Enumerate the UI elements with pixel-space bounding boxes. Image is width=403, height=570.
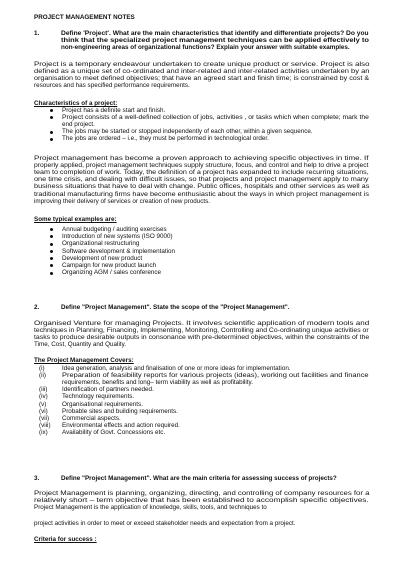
question-number: 3. — [34, 475, 40, 482]
roman-numeral: (ix) — [39, 428, 48, 436]
paragraph-line: Project Management is planning, organizing, directing, and controlling of company resources for a — [34, 490, 370, 497]
section-heading: Characteristics of a project: — [34, 100, 118, 107]
example-item: Organizational restructuring — [62, 240, 140, 248]
roman-numeral: (ii) — [39, 372, 46, 380]
bullet-dot — [50, 257, 53, 260]
section-heading: Some typical examples are: — [34, 216, 117, 223]
paragraph-line: organisation to meet defined objectives; that have an agreed start and finish time; is constrained by cost & — [34, 75, 370, 83]
bullet-dot — [50, 228, 53, 231]
paragraph-line: project activities in order to meet or exceed stakeholder needs and expectation from a project. — [34, 520, 296, 527]
roman-numeral: (i) — [39, 365, 45, 372]
list-item: Availability of Govt. Concessions etc. — [62, 428, 166, 436]
paragraph-line: improving their delivery of services or creation of new products. — [34, 197, 211, 205]
paragraph-line: Project Management is the application of knowledge, skills, tools, and techniques to — [34, 504, 267, 512]
example-item: Annual budgeting / auditing exercises — [62, 226, 167, 233]
list-item: Technology requirements. — [62, 393, 135, 401]
example-item: Development of new product — [62, 254, 143, 262]
list-item: Probable sites and building requirements. — [62, 407, 178, 415]
bullet-item: The jobs are ordered – i.e., they must be performed in technological order. — [62, 135, 269, 143]
bullet-dot — [50, 264, 53, 267]
bullet-dot — [50, 235, 53, 238]
bullet-item: The jobs may be started or stopped independently of each other, within a given sequence. — [62, 128, 313, 136]
paragraph-line: relatively short – term objective that has been established to accomplish specific objectives. — [34, 497, 369, 505]
example-item: Introduction of new systems (ISO 9000) — [62, 233, 173, 241]
paragraph-line: Project is a temporary endeavour undertaken to create unique product or service. Project is also — [34, 61, 370, 68]
example-item: Organizing AGM / sales conference — [62, 269, 162, 277]
paragraph-line: traditional manufacturing firms have become enthusiastic about the ways in which project management is — [34, 190, 369, 198]
list-item: Organisational requirements. — [62, 400, 143, 408]
roman-numeral: (iii) — [39, 386, 48, 394]
bullet-dot — [50, 138, 53, 141]
bullet-item: Project consists of a well-defined collection of jobs, activities , or tasks which when complete; mark the — [62, 114, 369, 122]
example-item: Software development & implementation — [62, 247, 176, 255]
question-text: Define "Project Management". State the scope of the "Project Management". — [61, 304, 290, 311]
roman-numeral: (vii) — [39, 414, 50, 422]
paragraph-line: tasks to produce desirable outputs in consonance with pre-determined objectives, within the constraints of the — [34, 334, 370, 342]
question-number: 1. — [34, 30, 40, 37]
roman-numeral: (viii) — [39, 421, 51, 429]
paragraph-line: Time, Cost, Quantity and Quality. — [34, 341, 127, 349]
bullet-dot — [50, 131, 53, 134]
question-number: 2. — [34, 304, 40, 311]
list-item: Identification of partners needed. — [62, 386, 154, 394]
list-item: Environmental effects and action required. — [62, 421, 180, 429]
example-item: Campaign for new product launch — [62, 262, 157, 270]
paragraph-line: business situations that have to deal with change. Public offices, hospitals and other services as well as — [34, 183, 370, 191]
paragraph-line: team to completion of work. Today, the definition of a project has expanded to include recurring situations, — [34, 169, 369, 177]
roman-numeral: (vi) — [39, 407, 48, 415]
paragraph-line: non-engineering areas of organizational functions? Explain your answer with suitable examples. — [61, 44, 350, 52]
question-text: Define "Project Management". What are the main criteria for assessing success of projects? — [61, 475, 337, 482]
paragraph-line: defined as a unique set of co-ordinated and inter-related and inter-related activities undertaken by an — [34, 68, 370, 76]
list-item: Commercial aspects. — [62, 414, 121, 422]
bullet-item: Project has a definite start and finish. — [62, 107, 166, 114]
page-title: PROJECT MANAGEMENT NOTES — [34, 14, 135, 21]
bullet-dot — [50, 243, 53, 246]
list-item: requirements, benefits and long– term viability as well as profitability. — [62, 379, 253, 387]
bullet-dot — [50, 116, 53, 119]
paragraph-line: think that the specialized project management techniques can be applied effectively to — [61, 37, 369, 45]
paragraph-line: Organised Venture for managing Projects. It involves scientific application of modern tools and — [34, 320, 370, 327]
paragraph-line: one time crisis, and dealing with difficult issues, so that projects and project management apply to many — [34, 176, 369, 184]
paragraph-line: resources and has specified performance requirements. — [34, 82, 190, 90]
paragraph-line: properly applied, project management techniques supply structure, focus, and control and help to drive a project — [34, 162, 369, 170]
list-item: Idea generation, analysis and finalisation of one or more ideas for implementation. — [62, 365, 291, 372]
paragraph-line: Project management has become a proven approach to achieving specific objectives in time. If — [34, 155, 369, 162]
bullet-dot — [50, 250, 53, 253]
roman-numeral: (v) — [39, 400, 47, 408]
section-heading: The Project Management Covers: — [34, 357, 134, 364]
list-item: Preparation of feasibility reports for various projects (ideas), working out facilities and finance — [62, 372, 369, 380]
paragraph-line: Define 'Project'. What are the main characteristics that identify and differentiate projects? Do you — [61, 30, 369, 37]
section-heading: Criteria for success : — [34, 536, 97, 543]
bullet-dot — [50, 272, 53, 275]
bullet-item: end project. — [62, 121, 95, 129]
bullet-dot — [50, 109, 53, 112]
roman-numeral: (iv) — [39, 393, 48, 401]
paragraph-line: techniques in Planning, Financing, Implementing, Monitoring, Controlling and Co-ordinating unique activities or — [34, 327, 369, 335]
